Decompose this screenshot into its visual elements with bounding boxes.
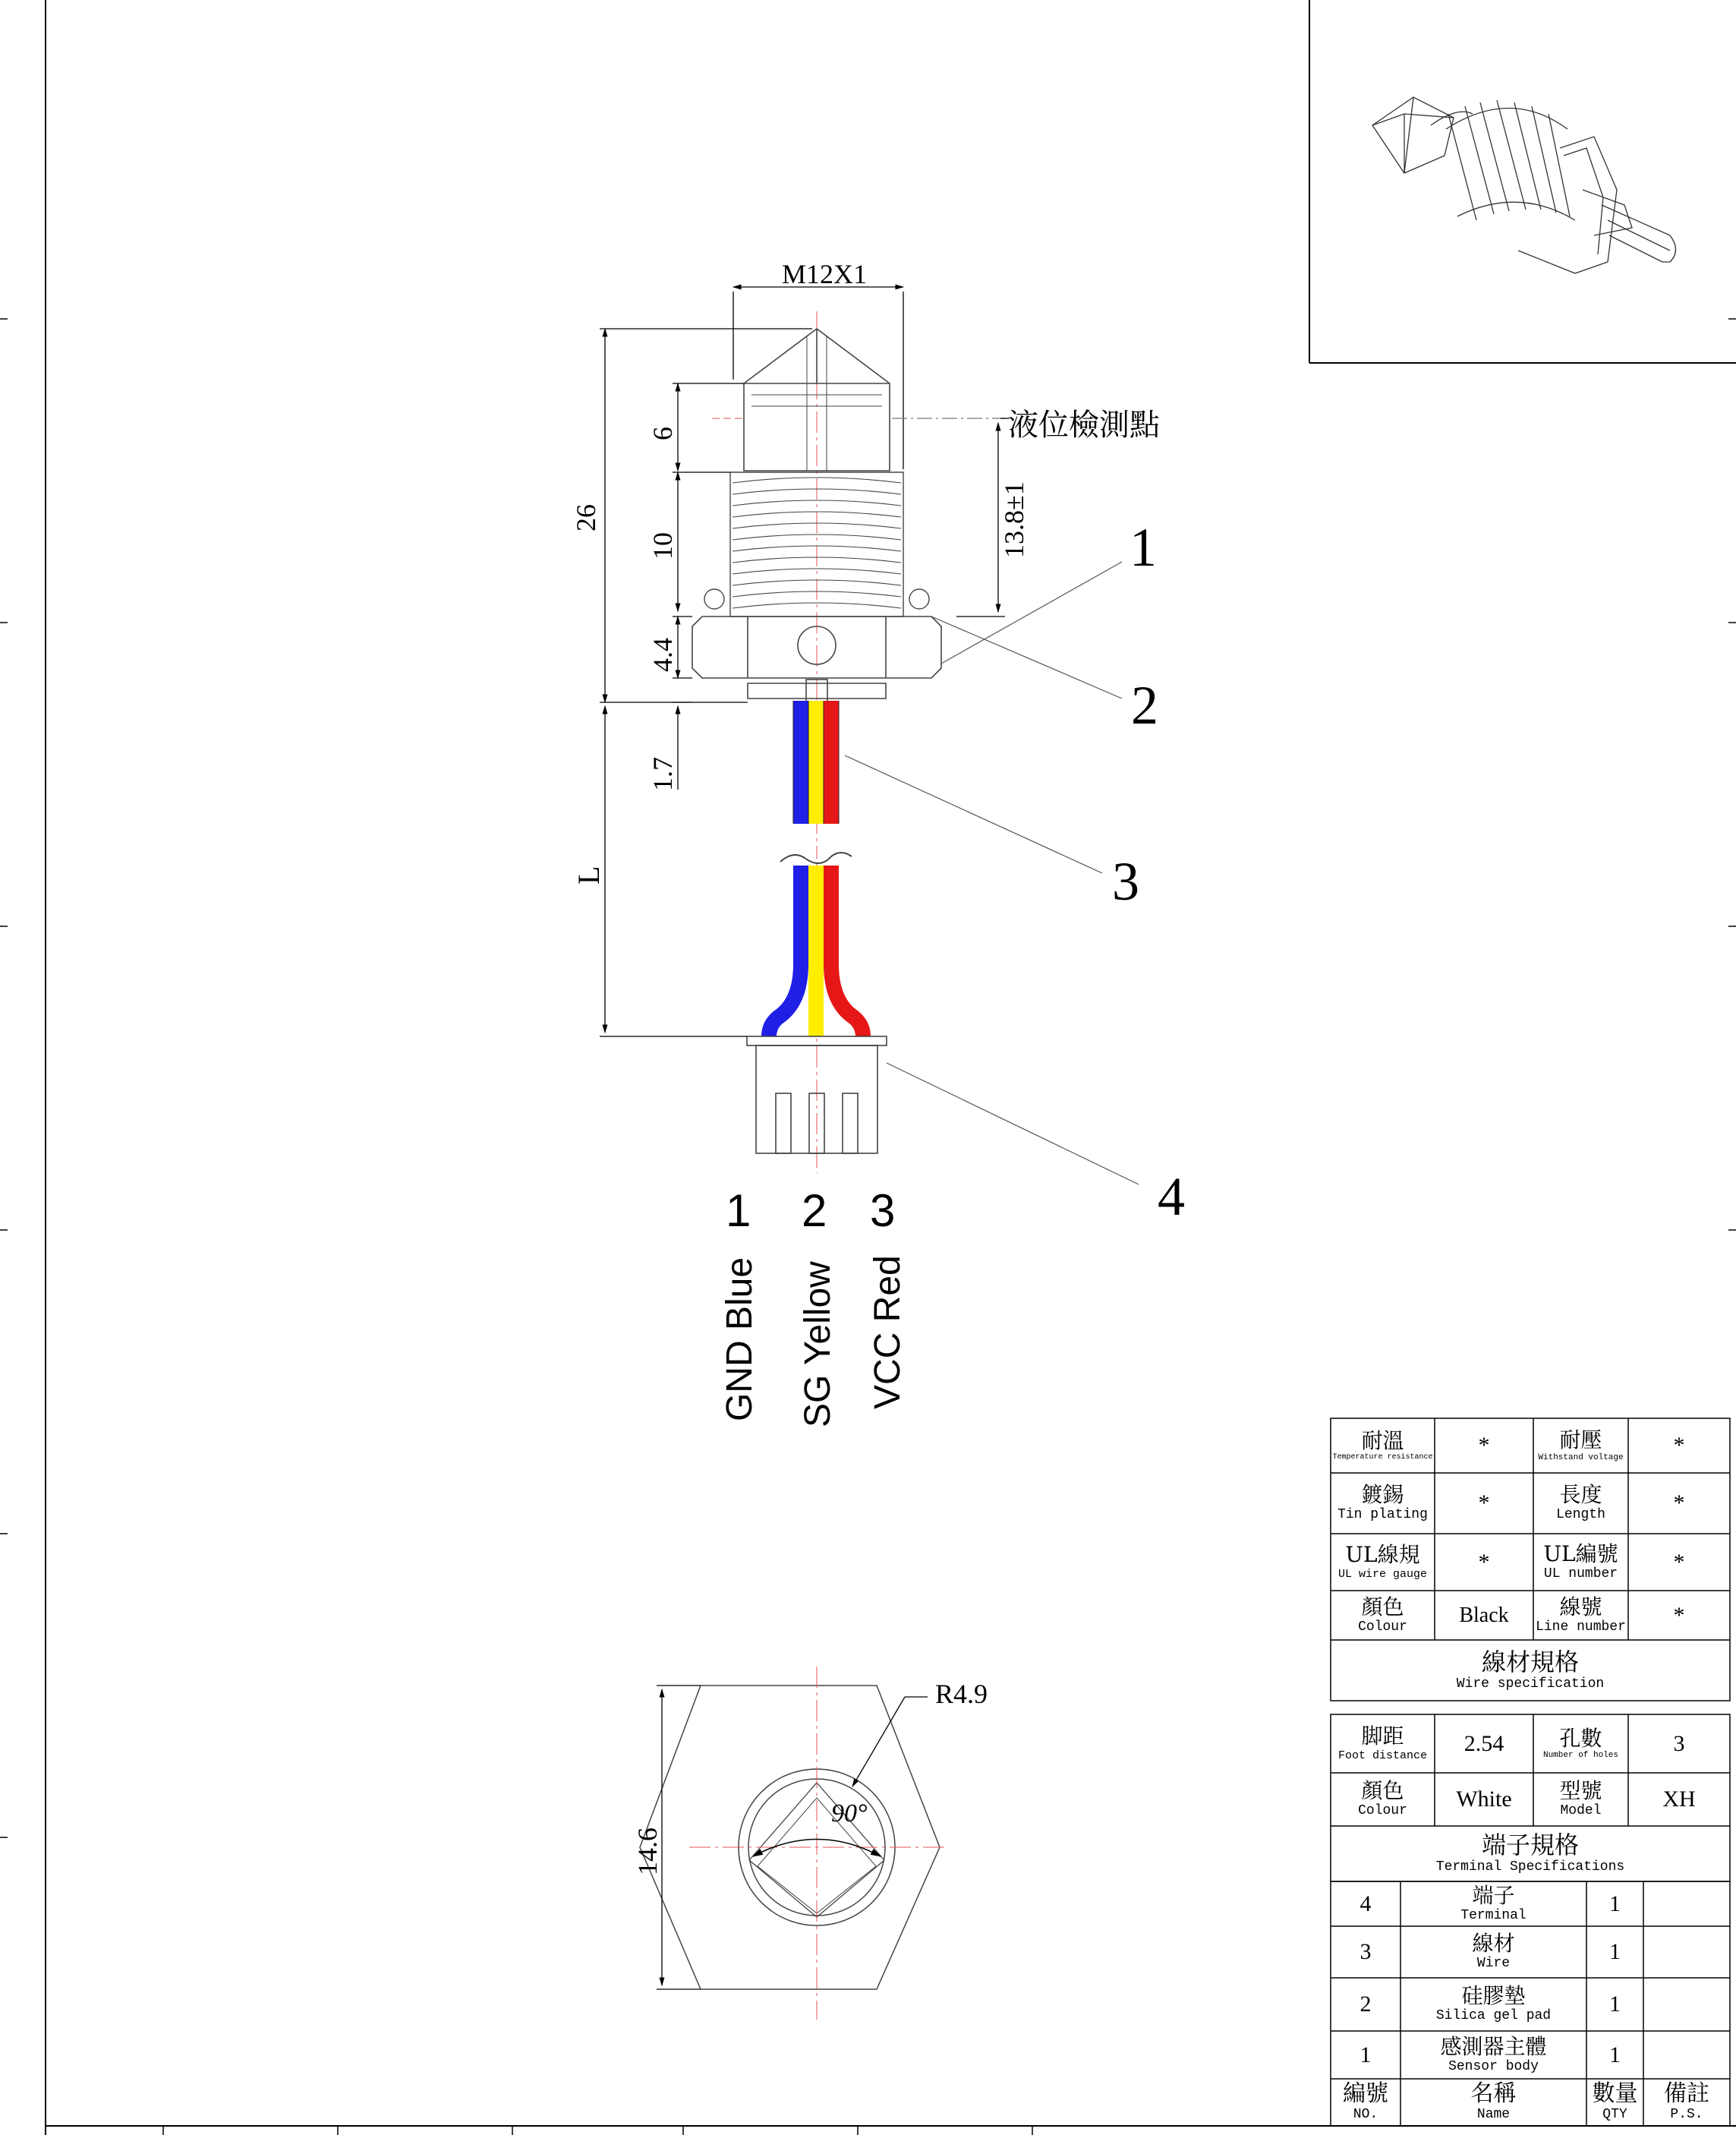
bom-header-name-en: Name xyxy=(1476,2107,1511,2123)
spec-name-en: Temperature resistance xyxy=(1332,1453,1433,1462)
spec-value: 3 xyxy=(1673,1730,1685,1756)
spec-value: * xyxy=(1478,1549,1490,1575)
callout-1: 1 xyxy=(1130,517,1157,578)
dim-tip-height: 6 xyxy=(647,427,678,440)
spec-cell xyxy=(1331,1534,1435,1591)
callout-3: 3 xyxy=(1112,851,1139,912)
bom-header-ps-zh: 備註 xyxy=(1664,2080,1709,2107)
dim-hex-height: 4.4 xyxy=(647,638,678,672)
spec-name-zh: 型號 xyxy=(1559,1778,1602,1804)
bom-name xyxy=(1400,1978,1586,2031)
bom-no: 1 xyxy=(1359,2042,1372,2067)
leader-lines xyxy=(845,562,1139,1184)
bom-qty: 1 xyxy=(1609,2042,1621,2067)
bom-header-no xyxy=(1331,2079,1400,2126)
spec-name-en: Foot distance xyxy=(1337,1749,1428,1762)
spec-value: White xyxy=(1456,1787,1512,1812)
bom-header-ps xyxy=(1643,2079,1730,2126)
spec-name-en: Tin plating xyxy=(1337,1507,1428,1523)
bom-name xyxy=(1400,2031,1586,2079)
spec-name-zh: UL線規 xyxy=(1345,1542,1420,1568)
callout-2: 2 xyxy=(1131,675,1158,736)
dim-thread-label: M12X1 xyxy=(782,259,868,289)
spec-name-en: Model xyxy=(1560,1803,1602,1819)
bom-qty: 1 xyxy=(1609,1939,1621,1964)
spec-cell xyxy=(1331,1473,1435,1534)
spec-name-en: Number of holes xyxy=(1542,1751,1619,1760)
spec-name-zh: 脚距 xyxy=(1361,1723,1404,1749)
bom-name-en: Sensor body xyxy=(1448,2058,1539,2074)
spec-cell xyxy=(1533,1714,1628,1773)
bom-name-en: Wire xyxy=(1476,1956,1511,1972)
spec-cell xyxy=(1533,1773,1628,1826)
spec-value: * xyxy=(1478,1490,1490,1515)
bom-name-zh: 感測器主體 xyxy=(1440,2033,1547,2059)
bom-qty: 1 xyxy=(1609,1992,1621,2017)
terminal-spec-title-zh: 端子規格 xyxy=(1481,1831,1579,1860)
dim-thread-length: 10 xyxy=(647,532,678,560)
pin-number-3: 3 xyxy=(870,1185,896,1236)
bom-header-qty-zh: 數量 xyxy=(1592,2080,1638,2107)
spec-name-zh: 顏色 xyxy=(1361,1778,1404,1804)
bom-no: 4 xyxy=(1359,1891,1372,1916)
bom-name-en: Silica gel pad xyxy=(1435,2008,1552,2024)
bom-qty: 1 xyxy=(1609,1891,1621,1916)
bom-name xyxy=(1400,1926,1586,1978)
spec-value: * xyxy=(1673,1433,1685,1458)
bom-name xyxy=(1400,1881,1586,1926)
spec-name-zh: 耐溫 xyxy=(1361,1427,1404,1453)
spec-cell xyxy=(1533,1473,1628,1534)
detect-point-label: 液位檢測點 xyxy=(1008,408,1160,443)
wire-spec-title-zh: 線材規格 xyxy=(1481,1647,1579,1676)
spec-value: * xyxy=(1673,1602,1685,1628)
wire-bundle xyxy=(769,701,863,1036)
spec-value: * xyxy=(1673,1490,1685,1515)
pin-label-1: GND Blue xyxy=(720,1257,760,1421)
spec-name-en: Line number xyxy=(1536,1619,1626,1635)
isometric-view xyxy=(1309,0,1736,363)
terminal-spec-title-en: Terminal Specifications xyxy=(1435,1859,1625,1875)
pin-number-2: 2 xyxy=(802,1185,827,1236)
spec-cell xyxy=(1331,1714,1435,1773)
dim-radius: R4.9 xyxy=(935,1679,988,1709)
spec-name-en: UL wire gauge xyxy=(1337,1567,1428,1581)
spec-cell xyxy=(1533,1591,1628,1640)
dim-angle: 90° xyxy=(831,1799,868,1828)
spec-cell xyxy=(1533,1418,1628,1473)
pin-number-1: 1 xyxy=(726,1185,751,1236)
bom-header-name xyxy=(1400,2079,1586,2126)
bom-no: 2 xyxy=(1359,1992,1372,2017)
spec-name-zh: UL編號 xyxy=(1543,1541,1618,1566)
dim-sense-height: 13.8±1 xyxy=(999,481,1029,558)
spec-value: 2.54 xyxy=(1463,1730,1504,1756)
dim-base-height: 1.7 xyxy=(647,757,678,791)
dim-total-height: 26 xyxy=(571,504,601,531)
spec-value: Black xyxy=(1459,1603,1509,1627)
spec-name-en: UL number xyxy=(1543,1566,1618,1582)
spec-value: XH xyxy=(1662,1787,1696,1812)
spec-cell xyxy=(1331,1591,1435,1640)
spec-value: * xyxy=(1673,1549,1685,1575)
terminal-spec-title xyxy=(1331,1826,1730,1881)
bom-header-ps-en: P.S. xyxy=(1670,2107,1703,2123)
wire-spec-title-en: Wire specification xyxy=(1456,1676,1605,1692)
wire-spec-title xyxy=(1331,1640,1730,1701)
bom-name-zh: 端子 xyxy=(1472,1882,1515,1908)
spec-name-en: Length xyxy=(1556,1507,1605,1523)
spec-cell xyxy=(1331,1773,1435,1826)
spec-name-zh: 鍍錫 xyxy=(1361,1482,1404,1508)
spec-name-en: Colour xyxy=(1358,1803,1407,1819)
iso-thread xyxy=(1446,100,1575,220)
bom-header-name-zh: 名稱 xyxy=(1470,2080,1517,2107)
bom-header-no-en: NO. xyxy=(1353,2107,1378,2123)
bom-name-zh: 線材 xyxy=(1472,1931,1515,1957)
spec-name-zh: 顏色 xyxy=(1361,1594,1404,1619)
spec-name-zh: 長度 xyxy=(1559,1482,1602,1508)
spec-name-zh: 線號 xyxy=(1559,1594,1602,1619)
top-view xyxy=(640,1667,944,2020)
spec-name-zh: 孔數 xyxy=(1559,1725,1602,1751)
spec-name-en: Withstand voltage xyxy=(1538,1452,1624,1462)
spec-name-en: Colour xyxy=(1358,1619,1407,1635)
pin-label-2: SG Yellow xyxy=(798,1261,838,1427)
dim-cable-length: L xyxy=(572,866,606,885)
bom-name-zh: 硅膠墊 xyxy=(1461,1983,1526,2009)
pin-label-3: VCC Red xyxy=(868,1255,908,1409)
callout-4: 4 xyxy=(1158,1166,1185,1227)
dim-hex-across: 14.6 xyxy=(632,1828,663,1875)
spec-name-zh: 耐壓 xyxy=(1559,1427,1602,1453)
bom-no: 3 xyxy=(1359,1939,1372,1964)
bom-header-no-zh: 編號 xyxy=(1343,2080,1388,2107)
spec-value: * xyxy=(1478,1433,1490,1458)
bom-header-qty-en: QTY xyxy=(1602,2107,1627,2123)
spec-cell xyxy=(1331,1418,1435,1473)
bom-name-en: Terminal xyxy=(1460,1907,1526,1923)
bom-header-qty xyxy=(1586,2079,1643,2126)
spec-cell xyxy=(1533,1534,1628,1591)
